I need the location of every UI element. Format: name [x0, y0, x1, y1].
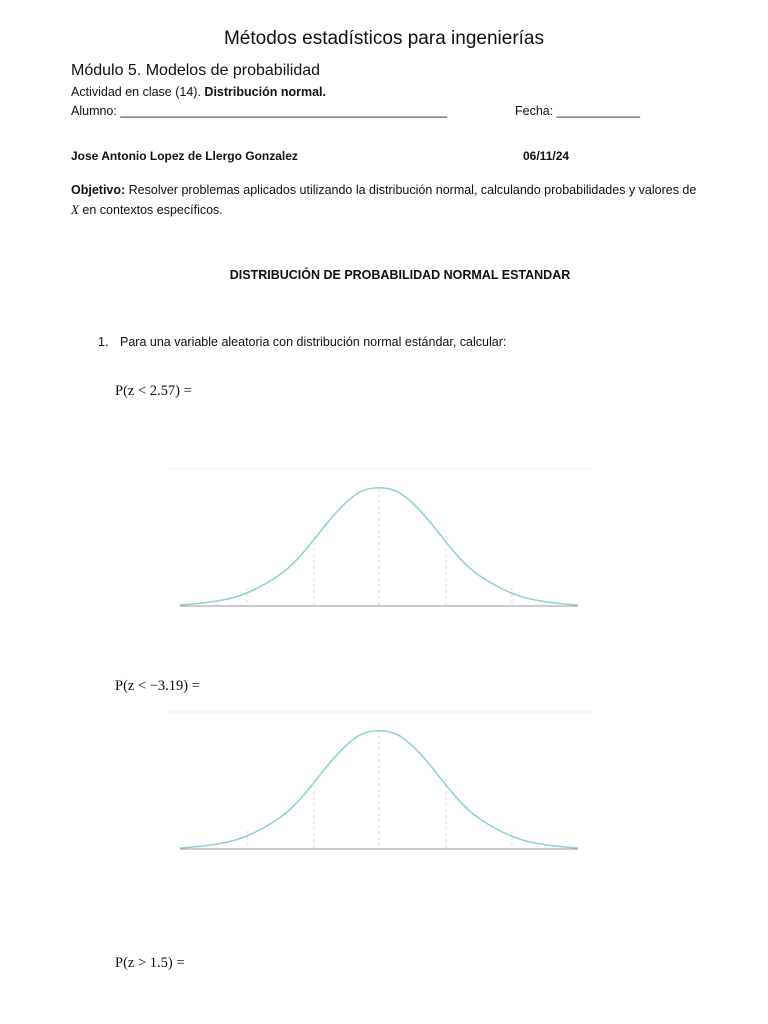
module-heading: Módulo 5. Modelos de probabilidad [71, 62, 321, 79]
normal-curve-1 [168, 468, 592, 610]
objective-label: Objetivo: [71, 183, 126, 197]
sigma-guides [247, 488, 512, 606]
objective-text: Resolver problemas aplicados utilizando la distribución normal, calculando probabilidades y valores de [125, 183, 697, 197]
objective-variable: X [71, 202, 79, 217]
section-title: DISTRIBUCIÓN DE PROBABILIDAD NORMAL ESTANDAR [229, 268, 571, 282]
probability-expression-1: P(z < 2.57) = [115, 383, 192, 399]
activity-line [71, 85, 326, 99]
probability-expression-3: P(z > 1.5) = [115, 955, 185, 971]
objective-paragraph [71, 180, 701, 220]
objective-text-end: en contextos específicos. [78, 203, 223, 217]
document-title: Métodos estadísticos para ingenierías [223, 28, 544, 49]
problem-statement: Para una variable aleatoria con distribución normal estándar, calcular: [120, 335, 507, 349]
submission-date: 06/11/24 [523, 149, 570, 163]
bell-curve [180, 488, 578, 605]
problem-number: 1. [98, 335, 109, 349]
normal-curve-2 [168, 711, 592, 853]
sigma-guides [247, 729, 512, 849]
probability-expression-2: P(z < −3.19) = [115, 678, 200, 694]
activity-prefix: Actividad en clase (14). [71, 85, 201, 99]
student-field-label: Alumno: _______________________________________________ [71, 104, 448, 118]
student-name: Jose Antonio Lopez de Llergo Gonzalez [71, 149, 298, 163]
date-field-label: Fecha: ____________ [515, 104, 641, 118]
activity-topic: Distribución normal. [204, 85, 326, 99]
